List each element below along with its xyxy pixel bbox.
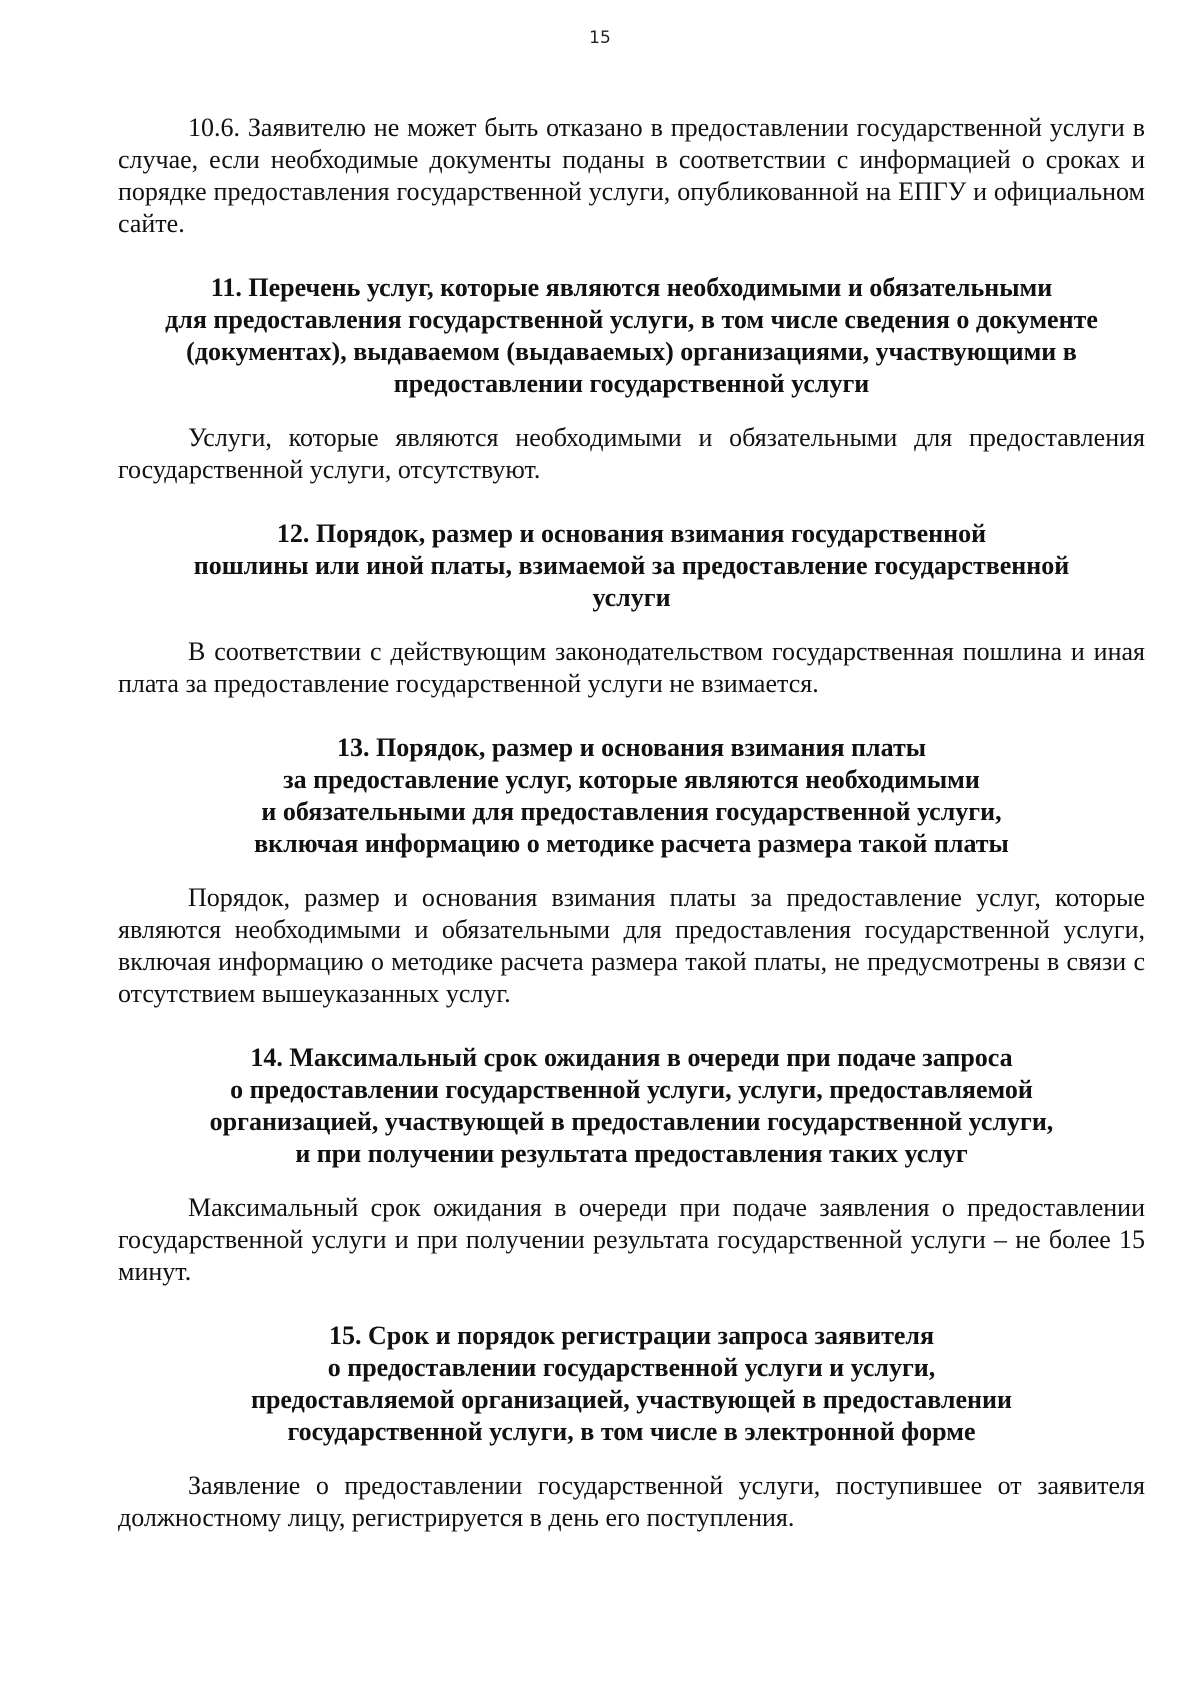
heading-line: пошлины или иной платы, взимаемой за предоставление государственной: [193, 551, 1070, 580]
heading-line: и обязательными для предоставления государственной услуги,: [261, 797, 1002, 826]
paragraph-section-13: Порядок, размер и основания взимания платы за предоставление услуг, которые являются необходимыми и обязательными для предоставления государственной услуги, включая информацию о методике расчета размера такой платы, не предусмотрены в связи с отсутствием вышеуказанных услуг.: [118, 883, 1145, 1008]
heading-section-14: [118, 1042, 1145, 1170]
heading-line: для предоставления государственной услуги, в том числе сведения о документе: [165, 305, 1098, 334]
heading-line: государственной услуги, в том числе в электронной форме: [287, 1417, 976, 1446]
heading-line: 12. Порядок, размер и основания взимания государственной: [276, 519, 987, 548]
heading-line: 13. Порядок, размер и основания взимания платы: [336, 733, 927, 762]
paragraph-section-11: Услуги, которые являются необходимыми и обязательными для предоставления государственной услуги, отсутствуют.: [118, 423, 1145, 484]
paragraph-section-12: В соответствии с действующим законодательством государственная пошлина и иная плата за предоставление государственной услуги не взимается.: [118, 637, 1145, 698]
heading-line: предоставляемой организацией, участвующей в предоставлении: [250, 1385, 1012, 1414]
heading-line: организацией, участвующей в предоставлении государственной услуги,: [209, 1107, 1054, 1136]
heading-line: за предоставление услуг, которые являются необходимыми: [283, 765, 980, 794]
heading-line: 15. Срок и порядок регистрации запроса заявителя: [328, 1321, 935, 1350]
page-number: 15: [589, 28, 611, 48]
paragraph-section-15: Заявление о предоставлении государственной услуги, поступившее от заявителя должностному лицу, регистрируется в день его поступления.: [118, 1471, 1145, 1532]
heading-line: предоставлении государственной услуги: [393, 369, 870, 398]
heading-line: о предоставлении государственной услуги и услуги,: [327, 1353, 936, 1382]
heading-section-15: [118, 1320, 1145, 1448]
paragraph-10-6: 10.6. Заявителю не может быть отказано в предоставлении государственной услуги в случае, если необходимые документы поданы в соответствии с информацией о сроках и порядке предоставления государственной услуги, опубликованной на ЕПГУ и официальном сайте.: [118, 113, 1145, 238]
heading-section-12: [118, 518, 1145, 614]
heading-section-13: [118, 732, 1145, 860]
heading-line: 11. Перечень услуг, которые являются необходимыми и обязательными: [210, 273, 1053, 302]
heading-section-11: [118, 272, 1145, 400]
heading-line: 14. Максимальный срок ожидания в очереди при подаче запроса: [250, 1043, 1013, 1072]
heading-line: услуги: [592, 583, 671, 612]
document-body: [118, 112, 1145, 1534]
heading-line: (документах), выдаваемом (выдаваемых) организациями, участвующими в: [186, 337, 1077, 366]
paragraph-section-14: Максимальный срок ожидания в очереди при подаче заявления о предоставлении государственной услуги и при получении результата государственной услуги – не более 15 минут.: [118, 1193, 1145, 1286]
heading-line: о предоставлении государственной услуги, услуги, предоставляемой: [230, 1075, 1033, 1104]
heading-line: и при получении результата предоставления таких услуг: [295, 1139, 968, 1168]
heading-line: включая информацию о методике расчета размера такой платы: [254, 829, 1009, 858]
